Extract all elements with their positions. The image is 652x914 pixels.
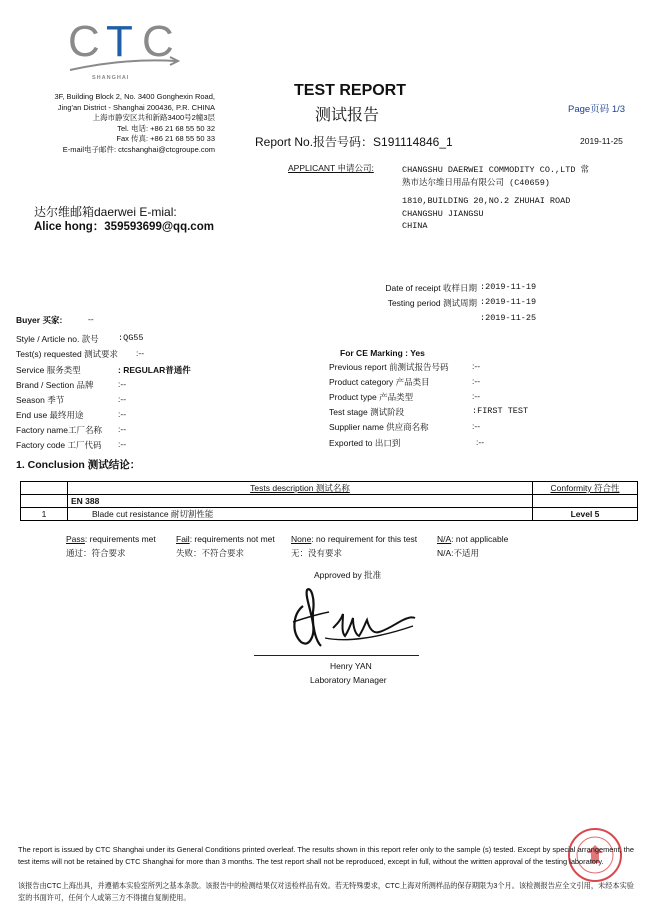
factory-code-value: :-- (118, 439, 127, 449)
table-cell (533, 482, 638, 495)
row-number: 1 (21, 508, 68, 521)
buyer-value: -- (88, 314, 94, 324)
address-block (30, 92, 215, 155)
none-key: None (291, 534, 312, 544)
legend-none-cn: 无：没有要求 (291, 548, 343, 558)
signature-line (254, 655, 419, 656)
exported-label: Exported to 出口到 (329, 438, 401, 448)
receipt-value: :2019-11-19 (480, 282, 537, 292)
email: E-mail电子邮件: ctcshanghai@ctcgroupe.com (62, 144, 215, 154)
pass-text: : requirements met (84, 534, 156, 544)
pass-key: Pass (66, 534, 85, 544)
approver-title: Laboratory Manager (310, 675, 387, 685)
buyer-label: Buyer 买家: (16, 315, 63, 325)
season-label: Season 季节 (16, 395, 65, 405)
style-value: :QG55 (118, 333, 144, 343)
type-value: :-- (472, 391, 481, 401)
season-value: :-- (118, 394, 127, 404)
legend-na (437, 534, 508, 544)
col-tests-header: Tests description 测试名称 (250, 483, 350, 493)
enduse-label: End use 最终用途 (16, 410, 84, 420)
legend-fail (176, 534, 275, 544)
fail-text: : requirements not met (189, 534, 275, 544)
row-result: Level 5 (533, 508, 638, 521)
col-conformity-header: Conformity 符合性 (550, 483, 620, 493)
brand-label: Brand / Section 品牌 (16, 380, 94, 390)
applicant-label: APPLICANT 申请公司: (288, 163, 374, 173)
disclaimer-cn: 该报告由CTC上海出具，并遵循本实验室所列之基本条款。该报告中的检测结果仅对送检样品有效。若无特殊要求，CTC上海对所测样品的保存期限为3个月。该检测报告应全文引用，未经本实验室的书面许可，任何个人或第三方不得擅自复制使用。 (18, 881, 634, 902)
supplier-label: Supplier name 供应商名称 (329, 422, 429, 432)
period-label: Testing period 测试周期 (387, 298, 477, 308)
table-cell (21, 495, 68, 508)
conclusion-heading: 1. Conclusion 测试结论： (16, 459, 141, 471)
none-text: : no requirement for this test (311, 534, 418, 544)
legend-na-cn: N/A:不适用 (437, 548, 480, 558)
svg-text:C: C (142, 17, 174, 66)
table-header-row (21, 482, 638, 495)
svg-text:C: C (68, 17, 100, 66)
report-no-value: S191114846_1 (373, 135, 453, 149)
factory-name-value: :-- (118, 424, 127, 434)
address-line: 3F, Building Block 2, No. 3400 Gonghexin Road, (54, 92, 215, 101)
contact-line: 达尔维邮箱daerwei E-mial: (34, 205, 177, 219)
na-text: : not applicable (451, 534, 509, 544)
tests-label: Test(s) requested 测试要求 (16, 349, 119, 359)
fail-key: Fail (176, 534, 190, 544)
results-table (20, 481, 638, 521)
disclaimer-en: The report is issued by CTC Shanghai under its General Conditions printed overleaf. The results shown in this report refer only to the sample (s) tested. Except by special arrangement, the test items will not be retained by CTC Shanghai for more than 3 months. The test report shall not be reproduced, except in full, without the written approval of the testing laboratory. (18, 845, 634, 866)
table-cell (533, 495, 638, 508)
report-no-label: Report No.报告号码： (255, 135, 374, 149)
tel: Tel. 电话: +86 21 68 55 50 32 (117, 123, 215, 133)
category-value: :-- (472, 376, 481, 386)
approver-name: Henry YAN (330, 661, 372, 671)
applicant-line: 熟市达尔维日用品有限公司 (C40659) (402, 177, 550, 188)
style-label: Style / Article no. 款号 (16, 334, 99, 344)
table-cell (21, 482, 68, 495)
receipt-label: Date of receipt 收样日期 (385, 283, 477, 293)
standard-cell: EN 388 (68, 495, 533, 508)
applicant-line: CHANGSHU DAERWEI COMMODITY CO.,LTD 常 (402, 165, 590, 175)
enduse-value: :-- (118, 409, 127, 419)
applicant-address: 1810,BUILDING 20,NO.2 ZHUHAI ROAD (402, 196, 571, 206)
factory-code-label: Factory code 工厂代码 (16, 440, 102, 450)
legend-pass-cn: 通过：符合要求 (66, 548, 126, 558)
service-value: : REGULAR普通件 (118, 365, 191, 375)
applicant-address: CHANGSHU JIANGSU (402, 208, 484, 219)
legend-pass (66, 534, 156, 544)
period-value-start: :2019-11-19 (480, 297, 537, 307)
na-key: N/A (437, 534, 452, 544)
brand-value: :-- (118, 379, 127, 389)
logo-sub: SHANGHAI (92, 75, 130, 81)
address-line: Jing'an District - Shanghai 200436, P.R. CHINA (57, 102, 215, 112)
stage-label: Test stage 测试阶段 (329, 407, 405, 417)
applicant-info (402, 164, 589, 233)
page-number: Page页码 1/3 (568, 104, 626, 115)
period-value-end: :2019-11-25 (480, 313, 537, 323)
svg-text:T: T (106, 17, 133, 66)
report-title-cn: 测试报告 (315, 107, 380, 124)
type-label: Product type 产品类型 (329, 392, 414, 402)
contact-email: Alice hong：359593699@qq.com (34, 221, 214, 233)
fax: Fax 传真: +86 21 68 55 50 33 (116, 134, 215, 143)
service-label: Service 服务类型 (16, 365, 81, 375)
approved-by-label: Approved by 批准 (314, 570, 382, 580)
table-cell (68, 482, 533, 495)
report-date: 2019-11-25 (580, 136, 623, 146)
ce-marking: For CE Marking : Yes (340, 348, 425, 358)
legend-none (291, 534, 417, 544)
stage-value: :FIRST TEST (472, 406, 529, 416)
signature (285, 584, 420, 656)
exported-value: :-- (476, 437, 485, 447)
ctc-logo (64, 14, 184, 82)
prev-report-value: :-- (472, 361, 481, 371)
report-title-en: TEST REPORT (294, 82, 407, 99)
standard-row (21, 495, 638, 508)
factory-name-label: Factory name工厂名称 (16, 425, 102, 435)
category-label: Product category 产品类目 (329, 377, 430, 387)
contact-block (34, 205, 214, 235)
prev-report-label: Previous report 前测试报告号码 (329, 362, 449, 372)
supplier-value: :-- (472, 421, 481, 431)
tests-value: :-- (136, 348, 145, 358)
applicant-address: CHINA (402, 221, 428, 231)
address-line: 上海市静安区共和新路3400号2幢3层 (92, 113, 215, 122)
row-description: Blade cut resistance 耐切割性能 (68, 508, 533, 521)
table-row (21, 508, 638, 521)
legend-fail-cn: 失败：不符合要求 (176, 548, 245, 558)
report-number (255, 133, 453, 150)
